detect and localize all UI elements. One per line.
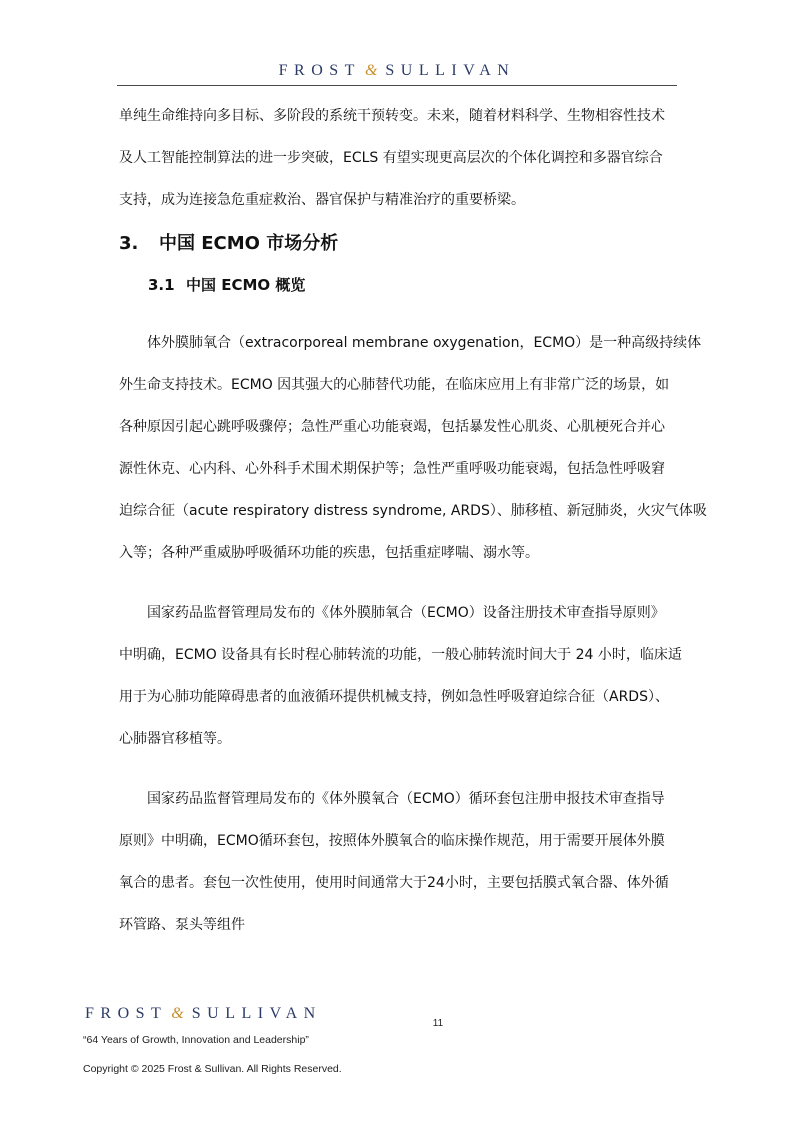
header-divider	[117, 85, 677, 86]
text-line: 各种原因引起心跳呼吸骤停；急性严重心功能衰竭，包括暴发性心肌炎、心肌梗死合并心	[119, 419, 665, 435]
header-logo	[117, 61, 677, 81]
text-line: 单纯生命维持向多目标、多阶段的系统干预转变。未来，随着材料科学、生物相容性技术	[119, 108, 665, 124]
text-line: 用于为心肺功能障碍患者的血液循环提供机械支持，例如急性呼吸窘迫综合征（ARDS）、	[119, 689, 669, 705]
header-logo-sullivan: SULLIVAN	[385, 62, 516, 79]
text-line: 支持，成为连接急危重症救治、器官保护与精准治疗的重要桥梁。	[119, 192, 525, 208]
footer-copyright: Copyright © 2025 Frost & Sullivan. All Rights Reserved.	[83, 1063, 342, 1075]
text-line: 原则》中明确，ECMO循环套包，按照体外膜氧合的临床操作规范，用于需要开展体外膜	[119, 833, 665, 849]
text-line: 体外膜肺氧合（extracorporeal membrane oxygenation，ECMO）是一种高级持续体	[119, 335, 702, 351]
section-number: 3.	[119, 233, 139, 254]
text-line: 国家药品监督管理局发布的《体外膜氧合（ECMO）循环套包注册申报技术审查指导	[119, 791, 665, 807]
footer-logo	[85, 1004, 322, 1024]
text-line: 源性休克、心内科、心外科手术围术期保护等；急性严重呼吸功能衰竭，包括急性呼吸窘	[119, 461, 665, 477]
paragraph-ecmo-circuit-guideline	[119, 778, 679, 946]
text-line: 中明确，ECMO 设备具有长时程心肺转流的功能，一般心肺转流时间大于 24 小时，临床适	[119, 647, 682, 663]
text-line: 氧合的患者。套包一次性使用，使用时间通常大于24小时，主要包括膜式氧合器、体外循	[119, 875, 669, 891]
text-line: 国家药品监督管理局发布的《体外膜肺氧合（ECMO）设备注册技术审查指导原则》	[119, 605, 665, 621]
text-line: 外生命支持技术。ECMO 因其强大的心肺替代功能，在临床应用上有非常广泛的场景，如	[119, 377, 670, 393]
text-line: 入等；各种严重威胁呼吸循环功能的疾患，包括重症哮喘、溺水等。	[119, 545, 539, 561]
text-line: 心肺器官移植等。	[119, 731, 231, 747]
text-line: 及人工智能控制算法的进一步突破，ECLS 有望实现更高层次的个体化调控和多器官综合	[119, 150, 663, 166]
subsection-heading	[148, 272, 305, 298]
paragraph-ecmo-device-guideline	[119, 592, 682, 760]
text-line: 环管路、泵头等组件	[119, 917, 245, 933]
subsection-number: 3.1	[148, 276, 175, 294]
footer-logo-sullivan: SULLIVAN	[191, 1005, 322, 1022]
intro-paragraph	[119, 95, 679, 221]
footer-logo-frost: FROST	[85, 1005, 168, 1022]
footer-logo-ampersand: &	[171, 1005, 184, 1022]
header-logo-frost: FROST	[278, 62, 361, 79]
header-logo-ampersand: &	[364, 62, 378, 79]
footer-tagline: “64 Years of Growth, Innovation and Leadership”	[83, 1034, 309, 1046]
section-title: 中国 ECMO 市场分析	[159, 233, 339, 254]
paragraph-ecmo-overview	[119, 322, 707, 574]
page-number: 11	[432, 1018, 444, 1029]
subsection-title: 中国 ECMO 概览	[186, 276, 306, 294]
section-heading	[119, 228, 338, 260]
text-line: 迫综合征（acute respiratory distress syndrome, ARDS）、肺移植、新冠肺炎，火灾气体吸	[119, 503, 707, 519]
